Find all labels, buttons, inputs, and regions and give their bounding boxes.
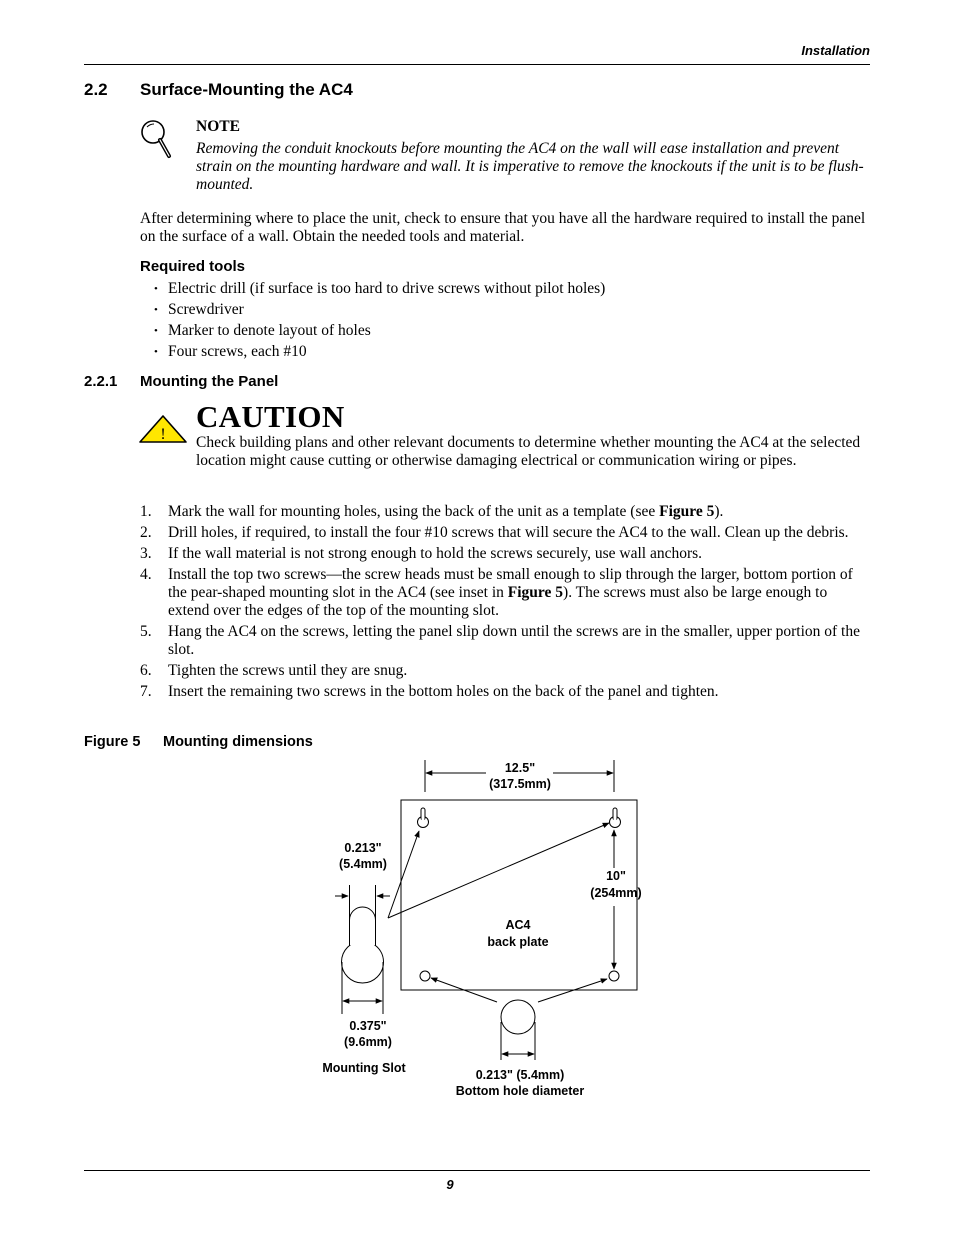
mounting-slot-title: Mounting Slot — [322, 1061, 406, 1075]
slot-junction-fill — [350, 935, 375, 945]
bottom-hole-dimension-label: 0.213" (5.4mm) — [475, 1068, 565, 1082]
step-number: 4. — [140, 566, 152, 583]
mounting-dimensions-figure — [300, 755, 680, 1105]
step-text: ). The screws must also be large enough to extend over the edges of the top of the mounting slot. — [168, 584, 828, 619]
note-text: Removing the conduit knockouts before mounting the AC4 on the wall will ease installation and prevent strain on the mounting hardware and wall. It is imperative to remove the knockouts if the unit is to be flush-mounted. — [196, 140, 864, 193]
slot-top-label-mm: (5.4mm) — [339, 857, 387, 871]
bottom-hole-left — [420, 971, 430, 981]
plate-label-line1: AC4 — [505, 918, 531, 932]
note-label: NOTE — [196, 118, 240, 135]
step-item — [140, 566, 870, 620]
step-text: ). — [714, 503, 724, 520]
page-number: 9 — [446, 1177, 454, 1192]
bottom-hole-title: Bottom hole diameter — [455, 1084, 585, 1098]
warning-triangle-icon — [138, 414, 188, 444]
step-item — [140, 662, 870, 680]
list-item: • Electric drill (if surface is too hard to drive screws without pilot holes) — [154, 280, 854, 301]
caution-title: CAUTION — [196, 399, 345, 434]
magnifier-icon — [138, 118, 174, 164]
running-header: Installation — [801, 43, 870, 58]
list-item: • Four screws, each #10 — [154, 343, 854, 364]
caution-text: Check building plans and other relevant documents to determine whether mounting the AC4 at the selected location might cause cutting or otherwise damaging electrical or communication wiring or pipes. — [196, 434, 861, 469]
plate-label-line2: back plate — [487, 935, 549, 949]
intro-paragraph: After determining where to place the unit, check to ensure that you have all the hardware required to install the panel on the surface of a wall. Obtain the needed tools and material. — [140, 210, 866, 245]
warning-glyph: ! — [160, 426, 166, 443]
step-text: Drill holes, if required, to install the four #10 screws that will secure the AC4 to the wall. Clean up the debris. — [168, 524, 849, 541]
step-text: If the wall material is not strong enough to hold the screws securely, use wall anchors. — [168, 545, 703, 562]
step-number: 6. — [140, 662, 152, 679]
step-item — [140, 503, 870, 521]
header-rule — [84, 64, 870, 65]
bottom-hole-right — [609, 971, 619, 981]
slot-top-label-in: 0.213" — [344, 841, 382, 855]
subsection-number: 2.2.1 — [84, 373, 118, 390]
step-number: 5. — [140, 623, 152, 640]
height-label-in: 10" — [606, 869, 626, 883]
footer-rule — [84, 1170, 870, 1171]
steps-list — [140, 503, 870, 704]
width-label-mm: (317.5mm) — [489, 777, 551, 791]
step-item — [140, 683, 870, 701]
step-number: 3. — [140, 545, 152, 562]
figure-label: Figure 5 — [84, 734, 141, 750]
step-text: Mark the wall for mounting holes, using the back of the unit as a template (see — [168, 503, 660, 520]
figure-reference: Figure 5 — [507, 584, 564, 601]
bottom-hole-inset — [501, 1000, 535, 1034]
list-item: • Screwdriver — [154, 301, 854, 322]
width-label-in: 12.5" — [504, 761, 536, 775]
height-label-mm: (254mm) — [590, 886, 642, 900]
step-item — [140, 623, 870, 659]
step-text: Hang the AC4 on the screws, letting the panel slip down until the screws are in the smaller, upper portion of the slot. — [168, 623, 860, 658]
figure-reference: Figure 5 — [659, 503, 715, 520]
step-number: 7. — [140, 683, 152, 700]
step-item — [140, 545, 870, 563]
subsection-title: Mounting the Panel — [140, 373, 279, 390]
step-item — [140, 524, 870, 542]
section-title: Surface-Mounting the AC4 — [140, 80, 353, 99]
section-number: 2.2 — [84, 80, 108, 99]
step-text: Install the top two screws—the screw heads must be small enough to slip through the larger, bottom portion of the pear-shaped mounting slot in the AC4 (see inset in — [168, 566, 853, 601]
list-item: • Marker to denote layout of holes — [154, 322, 854, 343]
step-number: 1. — [140, 503, 152, 520]
slot-lower-portion — [342, 941, 384, 983]
required-tools-heading: Required tools — [140, 258, 246, 275]
step-text: Insert the remaining two screws in the bottom holes on the back of the panel and tighten. — [168, 683, 719, 700]
slot-bottom-label-mm: (9.6mm) — [344, 1035, 392, 1049]
step-text: Tighten the screws until they are snug. — [168, 662, 408, 679]
step-number: 2. — [140, 524, 152, 541]
slot-bottom-label-in: 0.375" — [349, 1019, 387, 1033]
required-tools-list — [154, 280, 854, 364]
figure-caption: Mounting dimensions — [163, 734, 313, 750]
